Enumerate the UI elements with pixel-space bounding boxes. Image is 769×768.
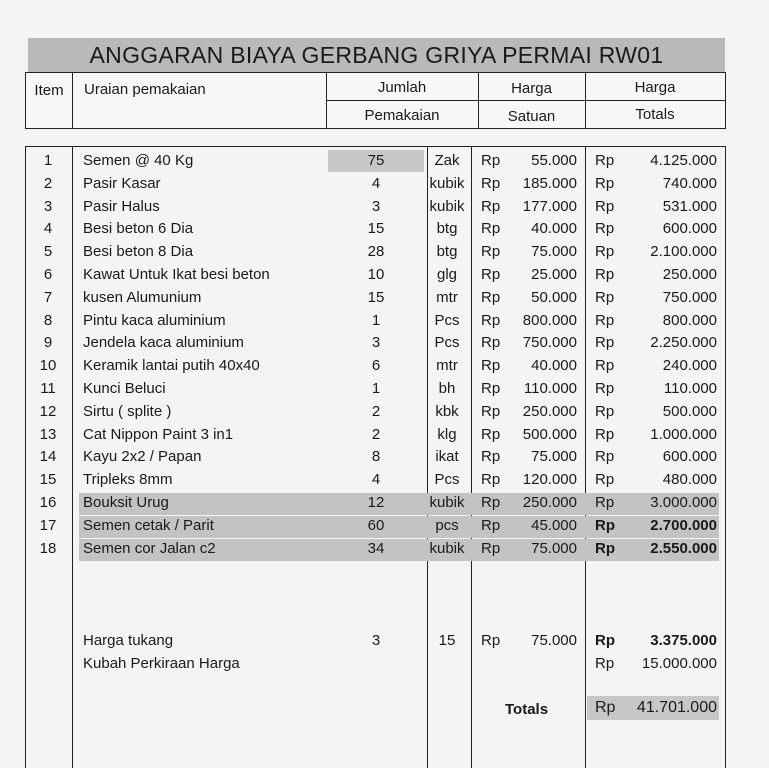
cell-item: 8 [43, 311, 53, 329]
cell-rp1: Rp [481, 152, 501, 169]
table-row [0, 310, 769, 333]
cell-item: 18 [39, 539, 57, 557]
cell-rp2: Rp [595, 471, 615, 489]
cell-desc: Semen cor Jalan c2 [83, 539, 216, 557]
cell-desc: Kawat Untuk Ikat besi beton [83, 266, 270, 283]
cell-rp1: Rp [481, 471, 501, 489]
cell-desc: Pintu kaca aluminium [83, 311, 226, 329]
cell-item: 17 [39, 516, 57, 534]
table-row [0, 150, 769, 173]
cell-qty: 1 [371, 380, 381, 397]
cell-total: 1.000.000 [650, 425, 717, 443]
cell-qty: 12 [367, 494, 385, 511]
header-harga-satuan: Harga [511, 80, 552, 97]
grand-total-value: 41.701.000 [636, 699, 717, 716]
cell-desc: Sirtu ( splite ) [83, 402, 172, 420]
cell-desc: kusen Alumunium [83, 288, 202, 306]
cell-rp2: Rp [595, 402, 615, 420]
cell-rp1: Rp [481, 197, 501, 215]
table-row [0, 424, 769, 447]
cell-rp2: Rp [595, 425, 615, 443]
cell-rp1: Rp [481, 402, 501, 420]
cell-price: 120.000 [522, 471, 577, 489]
cell-total: 2.100.000 [650, 243, 717, 261]
cell-unit: kubik [429, 494, 465, 511]
cell-total: 2.250.000 [650, 334, 717, 352]
cell-unit: glg [436, 266, 458, 283]
cell-unit: Pcs [434, 311, 460, 329]
cell-qty: 15 [367, 220, 385, 238]
tukang-desc: Harga tukang [83, 632, 174, 649]
cell-rp1: Rp [481, 516, 501, 534]
cell-unit: mtr [436, 288, 458, 306]
cell-unit: mtr [436, 357, 458, 375]
cell-qty: 10 [367, 266, 385, 283]
cell-unit: kubik [429, 174, 465, 192]
cell-price: 50.000 [531, 288, 577, 306]
tukang-qty: 3 [371, 632, 381, 649]
cell-qty: 15 [367, 288, 385, 306]
cell-rp2: Rp [595, 380, 615, 397]
header-totals: Totals [635, 106, 675, 123]
cell-item: 9 [43, 334, 53, 352]
table-row [0, 538, 769, 561]
table-header [25, 72, 726, 129]
cell-price: 55.000 [531, 152, 577, 169]
cell-total: 480.000 [662, 471, 717, 489]
cell-desc: Cat Nippon Paint 3 in1 [83, 425, 234, 443]
cell-item: 7 [43, 288, 53, 306]
cell-price: 75.000 [531, 539, 577, 557]
cell-total: 750.000 [662, 288, 717, 306]
cell-qty: 34 [367, 539, 385, 557]
grand-total-rp: Rp [595, 699, 616, 716]
cell-price: 250.000 [522, 494, 577, 511]
cell-rp2: Rp [595, 152, 615, 169]
cell-desc: Besi beton 8 Dia [83, 243, 194, 261]
cell-unit: Pcs [434, 334, 460, 352]
cell-price: 40.000 [531, 220, 577, 238]
cell-total: 2.700.000 [650, 516, 717, 534]
cell-total: 740.000 [662, 174, 717, 192]
cell-rp2: Rp [595, 516, 615, 534]
table-row [0, 515, 769, 538]
table-row [0, 469, 769, 492]
header-harga-totals: Harga [634, 79, 676, 96]
cell-rp1: Rp [481, 311, 501, 329]
cell-item: 4 [43, 220, 53, 238]
tukang-rp1: Rp [481, 632, 501, 649]
cell-rp1: Rp [481, 243, 501, 261]
cell-item: 2 [43, 174, 53, 192]
cell-price: 40.000 [531, 357, 577, 375]
cell-total: 800.000 [662, 311, 717, 329]
tukang-unit: 15 [438, 632, 456, 649]
table-row [0, 378, 769, 401]
table-row [0, 401, 769, 424]
cell-rp1: Rp [481, 357, 501, 375]
cell-unit: btg [436, 243, 458, 261]
cell-rp1: Rp [481, 174, 501, 192]
cell-price: 110.000 [523, 380, 577, 397]
cell-unit: Pcs [434, 471, 460, 489]
cell-price: 75.000 [531, 448, 577, 466]
cell-price: 45.000 [531, 516, 577, 534]
cell-rp2: Rp [595, 197, 615, 215]
cell-total: 600.000 [662, 220, 717, 238]
cell-total: 600.000 [662, 448, 717, 466]
cell-unit: kbk [435, 402, 459, 420]
cell-qty: 3 [371, 197, 381, 215]
cell-item: 11 [40, 380, 56, 397]
cell-desc: Semen @ 40 Kg [83, 152, 194, 169]
cell-qty: 4 [371, 174, 381, 192]
sheet-title: ANGGARAN BIAYA GERBANG GRIYA PERMAI RW01 [28, 38, 725, 72]
cell-rp2: Rp [595, 494, 615, 511]
cell-unit: klg [437, 425, 457, 443]
cell-desc: Kunci Beluci [83, 380, 166, 397]
cell-price: 800.000 [522, 311, 577, 329]
cell-item: 6 [43, 266, 53, 283]
cell-unit: btg [436, 220, 458, 238]
cell-item: 10 [39, 357, 57, 375]
cell-desc: Semen cetak / Parit [83, 516, 214, 534]
cell-rp2: Rp [595, 243, 615, 261]
cell-qty: 4 [371, 471, 381, 489]
header-satuan: Satuan [507, 108, 556, 125]
cell-qty: 75 [367, 152, 385, 169]
grand-total-label: Totals [505, 701, 549, 718]
cell-desc: Pasir Kasar [83, 174, 161, 192]
cell-unit: kubik [429, 197, 465, 215]
cell-total: 240.000 [662, 357, 717, 375]
cell-desc: Tripleks 8mm [83, 471, 173, 489]
cell-rp1: Rp [481, 494, 501, 511]
kubah-rp: Rp [595, 655, 615, 672]
kubah-row [0, 653, 769, 676]
cell-price: 750.000 [522, 334, 577, 352]
tukang-rp2: Rp [595, 632, 615, 649]
cell-rp1: Rp [481, 380, 501, 397]
table-row [0, 173, 769, 196]
cell-item: 14 [39, 448, 57, 466]
cell-unit: bh [438, 380, 456, 397]
cell-unit: pcs [435, 516, 459, 534]
table-row [0, 287, 769, 310]
cell-qty: 8 [371, 448, 381, 466]
cell-unit: kubik [429, 539, 465, 557]
cell-total: 110.000 [663, 380, 717, 397]
table-row [0, 355, 769, 378]
cell-rp1: Rp [481, 288, 501, 306]
cell-rp1: Rp [481, 266, 501, 283]
table-row [0, 332, 769, 355]
cell-rp1: Rp [481, 425, 501, 443]
table-row [0, 218, 769, 241]
cell-desc: Bouksit Urug [83, 494, 169, 511]
table-row [0, 492, 769, 515]
cell-price: 177.000 [522, 197, 577, 215]
cell-price: 250.000 [522, 402, 577, 420]
header-uraian: Uraian pemakaian [84, 81, 206, 98]
cell-rp2: Rp [595, 539, 615, 557]
cell-total: 4.125.000 [650, 152, 717, 169]
kubah-total: 15.000.000 [641, 655, 717, 672]
header-pemakaian: Pemakaian [364, 107, 440, 124]
cell-qty: 1 [371, 311, 381, 329]
cell-qty: 2 [371, 402, 381, 420]
cell-rp2: Rp [595, 448, 615, 466]
table-row [0, 264, 769, 287]
cell-price: 185.000 [522, 174, 577, 192]
header-jumlah: Jumlah [377, 79, 427, 96]
cell-item: 5 [43, 243, 53, 261]
cell-item: 1 [43, 152, 53, 169]
header-item: Item [34, 82, 64, 99]
cell-qty: 28 [367, 243, 385, 261]
cell-desc: Besi beton 6 Dia [83, 220, 194, 238]
cell-unit: ikat [435, 448, 459, 466]
table-row [0, 196, 769, 219]
cell-item: 13 [39, 425, 57, 443]
cell-total: 250.000 [662, 266, 717, 283]
cell-item: 16 [39, 494, 57, 511]
cell-rp1: Rp [481, 539, 501, 557]
cell-unit: Zak [434, 152, 460, 169]
cell-qty: 6 [371, 357, 381, 375]
cell-desc: Keramik lantai putih 40x40 [83, 357, 260, 375]
tukang-row [0, 630, 769, 653]
cell-qty: 2 [371, 425, 381, 443]
cell-rp1: Rp [481, 220, 501, 238]
cell-rp2: Rp [595, 174, 615, 192]
cell-desc: Jendela kaca aluminium [83, 334, 244, 352]
cell-rp2: Rp [595, 311, 615, 329]
table-row [0, 446, 769, 469]
cell-rp2: Rp [595, 220, 615, 238]
cell-rp2: Rp [595, 357, 615, 375]
table-row [0, 241, 769, 264]
cell-item: 12 [39, 402, 57, 420]
tukang-total: 3.375.000 [650, 632, 717, 649]
cell-qty: 3 [371, 334, 381, 352]
cell-total: 3.000.000 [650, 494, 717, 511]
cell-rp1: Rp [481, 334, 501, 352]
cell-total: 500.000 [662, 402, 717, 420]
tukang-price: 75.000 [531, 632, 577, 649]
cell-price: 500.000 [522, 425, 577, 443]
cell-rp2: Rp [595, 334, 615, 352]
cell-item: 15 [39, 471, 57, 489]
cell-qty: 60 [367, 516, 385, 534]
cell-rp2: Rp [595, 288, 615, 306]
cell-price: 25.000 [531, 266, 577, 283]
cell-rp2: Rp [595, 266, 615, 283]
cell-desc: Kayu 2x2 / Papan [83, 448, 202, 466]
cell-price: 75.000 [531, 243, 577, 261]
cell-item: 3 [43, 197, 53, 215]
kubah-desc: Kubah Perkiraan Harga [83, 655, 240, 672]
cell-total: 531.000 [662, 197, 717, 215]
cell-rp1: Rp [481, 448, 501, 466]
cell-total: 2.550.000 [650, 539, 717, 557]
cell-desc: Pasir Halus [83, 197, 160, 215]
